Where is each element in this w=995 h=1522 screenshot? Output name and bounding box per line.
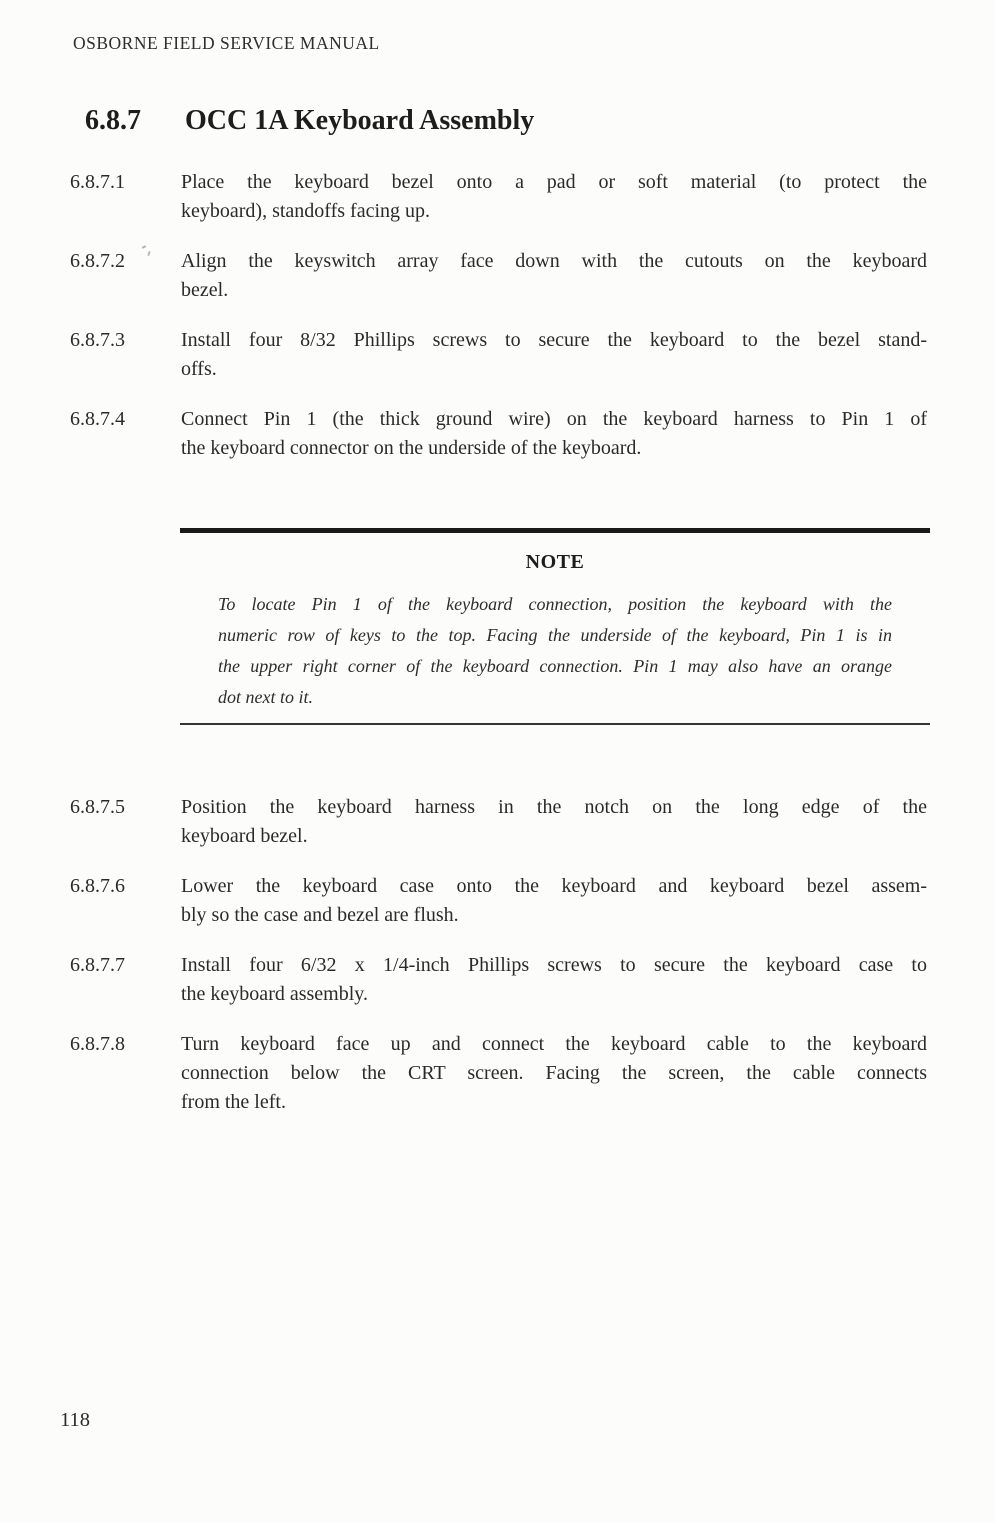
text-line: the keyboard connector on the underside of the keyboard. [181,437,642,459]
section-heading [85,105,995,137]
step-item [70,872,995,930]
step-text [181,405,927,463]
step-item [70,326,995,384]
note-body [180,589,930,713]
text-line: Turn keyboard face up and connect the keyboard cable to the keyboard [181,1033,927,1055]
text-line: the keyboard assembly. [181,983,368,1005]
text-line: the upper right corner of the keyboard connection. Pin 1 may also have an orange [218,656,892,676]
step-item [70,168,995,226]
step-number: 6.8.7.2 [70,250,125,272]
step-text [181,793,927,851]
step-number: 6.8.7.1 [70,171,125,193]
steps-before-note [70,168,995,463]
text-line: from the left. [181,1091,286,1113]
step-number: 6.8.7.7 [70,954,125,976]
text-line: Align the keyswitch array face down with the cutouts on the keyboard [181,250,927,272]
page-number: 118 [60,1409,90,1431]
text-line: Install four 8/32 Phillips screws to secure the keyboard to the bezel stand- [181,329,927,351]
text-line: connection below the CRT screen. Facing the screen, the cable connects [181,1062,927,1084]
step-text [181,326,927,384]
scan-speck [142,245,154,257]
step-item [70,1030,995,1117]
note-block [180,528,930,725]
step-text [181,872,927,930]
step-number: 6.8.7.5 [70,796,125,818]
note-title: NOTE [525,551,585,573]
step-number: 6.8.7.6 [70,875,125,897]
step-text [181,168,927,226]
text-line: offs. [181,358,217,380]
text-line: bly so the case and bezel are flush. [181,904,459,926]
note-bottom-rule [180,723,930,725]
step-number: 6.8.7.4 [70,408,125,430]
step-item [70,793,995,851]
text-line: bezel. [181,279,229,301]
text-line: dot next to it. [218,687,313,707]
text-line: numeric row of keys to the top. Facing the underside of the keyboard, Pin 1 is in [218,625,892,645]
steps-after-note [70,793,995,1117]
text-line: keyboard bezel. [181,825,308,847]
text-line: Connect Pin 1 (the thick ground wire) on the keyboard harness to Pin 1 of [181,408,927,430]
step-number: 6.8.7.3 [70,329,125,351]
section-title: OCC 1A Keyboard Assembly [185,105,535,136]
step-item [70,247,995,305]
step-text [181,1030,927,1117]
step-item [70,405,995,463]
step-item [70,951,995,1009]
text-line: To locate Pin 1 of the keyboard connection, position the keyboard with the [218,594,892,614]
text-line: Lower the keyboard case onto the keyboard and keyboard bezel assem- [181,875,927,897]
step-number: 6.8.7.8 [70,1033,125,1055]
section-number: 6.8.7 [85,105,141,136]
text-line: keyboard), standoffs facing up. [181,200,431,222]
running-header: OSBORNE FIELD SERVICE MANUAL [73,33,380,53]
text-line: Position the keyboard harness in the notch on the long edge of the [181,796,927,818]
text-line: Install four 6/32 x 1/4-inch Phillips screws to secure the keyboard case to [181,954,927,976]
text-line: Place the keyboard bezel onto a pad or soft material (to protect the [181,171,927,193]
manual-page [0,33,995,1431]
note-top-rule [180,528,930,533]
step-text [181,951,927,1009]
step-text [181,247,927,305]
